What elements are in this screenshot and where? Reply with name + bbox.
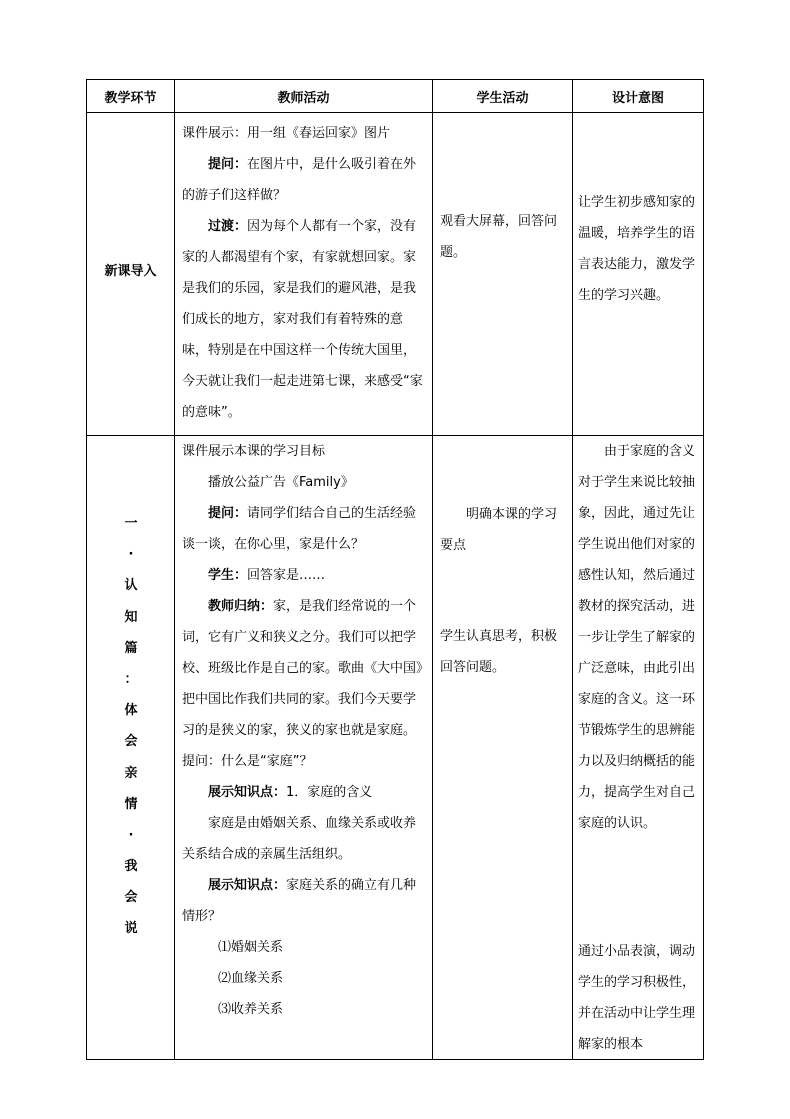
teacher-line: 过渡：因为每个人都有一个家，没有家的人都渴望有个家，有家就想回家。家是我们的乐园，家是我们的避风港，是我们成长的地方，家对我们有着特殊的意味，特别是在中国这样一个传统大国里，今天就让我们一起走进第七课，来感受“家的意味”。 xyxy=(182,219,423,420)
header-stage: 教学环节 xyxy=(104,91,157,106)
teacher-line: 展示知识点：家庭关系的确立有几种情形？ xyxy=(182,878,417,924)
design-intent-cognition: 由于家庭的含义对于学生来说比较抽象，因此，通过先让学生说出他们对家的感性认知，然后通过教材的探究活动，进一步让学生了解家的广泛意味，由此引出家庭的含义。这一环节锻炼学生的思辨能力以及归纳概括的能力，提高学生对自己家庭的认识。 xyxy=(578,444,696,831)
header-teacher: 教师活动 xyxy=(277,91,330,106)
stage-cognition: 一 · 认 知 篇 ： 体 会 亲 情 · 我 会 说 xyxy=(124,516,138,937)
teacher-line: ⑵血缘关系 xyxy=(218,971,284,986)
design-intent-skit: 通过小品表演，调动学生的学习积极性，并在活动中让学生理解家的根本 xyxy=(578,944,696,1052)
header-design: 设计意图 xyxy=(611,91,664,106)
student-activity-think: 学生认真思考，积极回答问题。 xyxy=(440,629,558,675)
teacher-line: 教师归纳：家，是我们经常说的一个词，它有广义和狭义之分。我们可以把学校、班级比作是自己的家。歌曲《大中国》把中国比作我们共同的家。我们今天要学习的是狭义的家，狭义的家也就是家庭。 xyxy=(182,599,423,738)
teacher-line: 展示知识点：1．家庭的含义 xyxy=(208,785,373,800)
lesson-plan-table xyxy=(86,79,704,1060)
teacher-line: 学生：回答家是…… xyxy=(208,568,326,583)
teacher-line: ⑴婚姻关系 xyxy=(218,940,284,955)
column-divider xyxy=(432,80,433,1059)
column-divider xyxy=(572,80,573,1059)
teacher-line: ⑶收养关系 xyxy=(218,1002,284,1017)
header-student: 学生活动 xyxy=(476,91,529,106)
stage-intro: 新课导入 xyxy=(104,264,157,279)
teacher-line: 家庭是由婚姻关系、血缘关系或收养关系结合成的亲属生活组织。 xyxy=(182,816,417,862)
design-intent-intro: 让学生初步感知家的温暖，培养学生的语言表达能力，激发学生的学习兴趣。 xyxy=(578,195,696,303)
teacher-line: 提问：在图片中，是什么吸引着在外的游子们这样做？ xyxy=(182,157,417,203)
teacher-line: 播放公益广告《Family》 xyxy=(208,475,354,490)
student-activity-goals: 明确本课的学习要点 xyxy=(440,507,558,553)
teacher-line: 课件展示：用一组《春运回家》图片 xyxy=(182,126,391,141)
teacher-line: 提问：什么是“家庭”？ xyxy=(182,754,313,769)
teacher-line: 提问：请同学们结合自己的生活经验谈一谈，在你心里，家是什么？ xyxy=(182,506,417,552)
student-activity-intro: 观看大屏幕，回答问题。 xyxy=(440,214,558,260)
teacher-activity-intro xyxy=(182,118,426,428)
teacher-activity-cognition xyxy=(182,436,426,1025)
teacher-line: 课件展示本课的学习目标 xyxy=(182,444,326,459)
